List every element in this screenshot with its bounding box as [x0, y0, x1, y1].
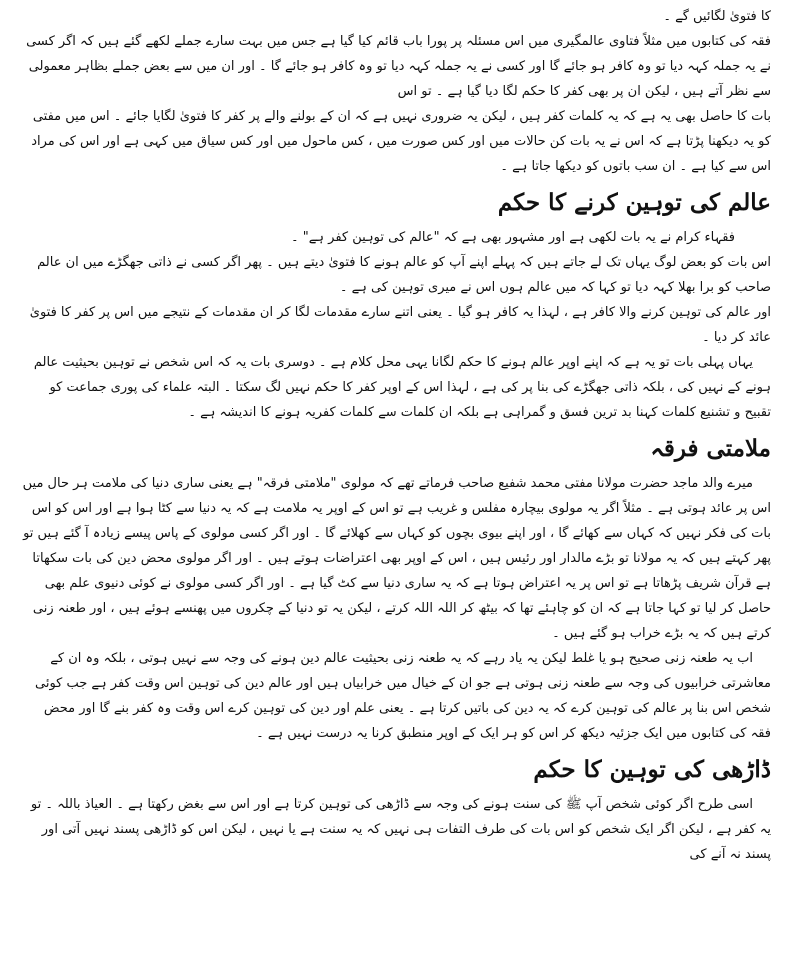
section-heading-beard-insult: ڈاڑھی کی توہین کا حکم [533, 756, 771, 783]
section-1-paragraph-4: یہاں پہلی بات تو یہ ہے کہ اپنے اوپر عالم ہونے کا حکم لگانا یہی محل کلام ہے ۔ دوسری بات یہ کہ اس شخص نے توہین بحیثیت عالم ہونے کے نہیں کی ، بلکہ ذاتی جھگڑے کی بنا پر کی ہے ، لہذا اس کے اوپر کفر کا حکم نہیں لگ سکتا ۔ البتہ علماء کی پوری جماعت کو تقبیح و تشنیع کلمات کہنا بد ترین فسق و گمراہی ہے بلکہ ان کلمات سے کلمات کفریہ ہونے کا اندیشہ ہے ۔ [33, 355, 771, 420]
intro-paragraph-2: بات کا حاصل بھی یہ ہے کہ یہ کلمات کفر ہیں ، لیکن یہ ضروری نہیں ہے کہ ان کے بولنے والے پر کفر کا فتویٰ لگایا جائے ۔ اس میں مفتی کو یہ دیکھنا پڑتا ہے کہ اس نے یہ بات کن حالات میں اور کس صورت میں ، کس ماحول میں اور کس سیاق میں کہی ہے اور اس کی مراد اس سے کیا ہے ۔ ان سب باتوں کو دیکھا جاتا ہے ۔ [31, 109, 771, 174]
section-3-paragraph-1: اسی طرح اگر کوئی شخص آپ ﷺ کی سنت ہونے کی وجہ سے ڈاڑھی کی توہین کرتا ہے اور اس سے بغض رکھتا ہے ۔ العیاذ باللہ ۔ تو یہ کفر ہے ، لیکن اگر ایک شخص کو اس بات کی طرف التفات ہی نہیں کہ یہ سنت ہے یا نہیں ، لیکن اس کو ڈاڑھی پسند نہیں آتی اور پسند نہ آنے کی [30, 797, 771, 862]
document-page [20, 4, 771, 954]
intro-paragraph-1: فقہ کی کتابوں میں مثلاً فتاوی عالمگیری میں اس مسئلہ پر پورا باب قائم کیا گیا ہے جس میں بہت سارے جملے لکھے گئے ہیں کہ اگر کسی نے یہ جملہ کہہ دیا تو وہ کافر ہو جائے گا اور کسی نے یہ جملہ کہہ دیا تو وہ کافر ہو جائے گا ۔ اور ان میں سے بعض جملے بظاہر معمولی سے نظر آتے ہیں ، لیکن ان پر بھی کفر کا حکم لگا دیا گیا ہے ۔ تو اس [26, 34, 771, 99]
intro-tail: کا فتویٰ لگائیں گے ۔ [663, 9, 771, 24]
section-2-paragraph-2: اب یہ طعنہ زنی صحیح ہو یا غلط لیکن یہ یاد رہے کہ یہ طعنہ زنی بحیثیت عالم دین ہونے کی وجہ سے نہیں ہوتی ، بلکہ وہ ان کے معاشرتی خرابیوں کی وجہ سے طعنہ زنی ہوتی ہے جو ان کے خیال میں خرابیاں ہیں اور عالم دین کی توہین اس وقت کفر ہے جب کوئی شخص اس بنا پر عالم کی توہین کرے کہ یہ دین کی باتیں کرتا ہے ۔ یعنی علم اور دین کی توہین کرے اس وقت وہ کفر بنے گا اور محض فقہ کی کتابوں میں ایک جزئیہ دیکھ کر اس کو ہر ایک کے اوپر منطبق کرنا یہ درست نہیں ہے ۔ [35, 651, 771, 741]
section-1-paragraph-1: فقہاء کرام نے یہ بات لکھی ہے اور مشہور بھی ہے کہ "عالم کی توہین کفر ہے" ۔ [291, 230, 735, 245]
section-1-paragraph-3: اور عالم کی توہین کرنے والا کافر ہے ، لہذا یہ کافر ہو گیا ۔ یعنی اتنے سارے مقدمات لگا کر ان مقدمات کے نتیجے میں اس پر کفر کا فتویٰ عائد کر دیا ۔ [29, 305, 771, 345]
section-heading-malamati: ملامتی فرقہ [650, 435, 771, 462]
section-1-paragraph-2: اس بات کو بعض لوگ یہاں تک لے جاتے ہیں کہ پہلے اپنے آپ کو عالم ہونے کا فتویٰ دیتے ہیں ۔ پھر اگر کسی نے ذاتی جھگڑے میں ان عالم صاحب کو برا بھلا کہہ دیا تو کہا کہ میں عالم ہوں اس نے میری توہین کی ہے ۔ [37, 255, 771, 295]
section-2-paragraph-1: میرے والد ماجد حضرت مولانا مفتی محمد شفیع صاحب فرماتے تھے کہ مولوی "ملامتی فرقہ" ہے یعنی ساری دنیا کی ملامت ہر حال میں اس پر عائد ہوتی ہے ۔ مثلاً اگر یہ مولوی بیچارہ مفلس و غریب ہے تو اس کے اوپر یہ ملامت ہے کہ یہ دنیا سے کٹا ہوا ہے اور اس کو اس بات کی فکر نہیں کہ کہاں سے کھائے گا ، اور اپنے بیوی بچوں کو کہاں سے کھلائے گا ۔ اور اگر کسی مولوی کے پاس پیسے زیادہ آ گئے ہیں تو پھر کہتے ہیں کہ یہ مولانا تو بڑے مالدار اور رئیس ہیں ، اس کے اوپر بھی اعتراضات ہوتے ہیں ۔ اور اگر مولوی محض دین کی بات سکھاتا ہے قرآن شریف پڑھاتا ہے تو اس پر یہ اعتراض ہوتا ہے کہ یہ ساری دنیا سے کٹ گیا ہے ۔ اور اگر کسی مولوی نے کوئی دنیوی علم بھی حاصل کر لیا تو کہا جاتا ہے کہ ان کو چاہئے تھا کہ بیٹھ کر اللہ اللہ کرتے ، لیکن یہ تو دنیا کے چکروں میں پھنسے ہوئے ہیں ، اور طعنہ زنی کرتے ہیں کہ یہ بڑے خراب ہو گئے ہیں ۔ [22, 476, 771, 641]
section-heading-scholar-insult: عالم کی توہین کرنے کا حکم [497, 189, 771, 216]
